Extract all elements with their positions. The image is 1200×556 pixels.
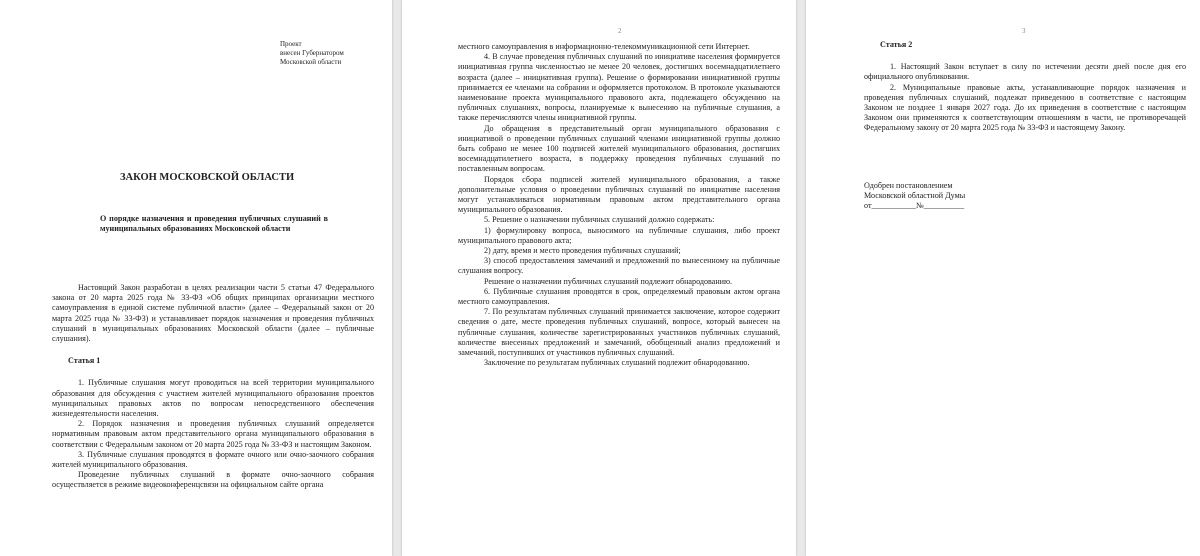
stamp-line: Проект	[280, 40, 302, 48]
paragraph: До обращения в представительный орган муниципального образования с инициативой о проведении публичных слушаний членами инициативной группы должно быть собрано не менее 100 подписей жителей муниципального образования, достигших восемнадцатилетнего возраста, в поддержку проведения публичных слушаний по поставленным вопросам.	[458, 123, 780, 174]
article-1-heading: Статья 1	[68, 356, 101, 366]
page-1-body	[52, 283, 374, 491]
paragraph: Решение о назначении публичных слушаний подлежит обнародованию.	[484, 276, 733, 286]
paragraph: 3. Публичные слушания проводятся в формате очного или очно-заочного собрания жителей муниципального образования.	[52, 449, 374, 470]
law-subtitle: О порядке назначения и проведения публичных слушаний в муниципальных образованиях Московской области	[100, 214, 328, 234]
approval-block	[864, 181, 965, 212]
paragraph: 6. Публичные слушания проводятся в срок, определяемый правовым актом органа местного самоуправления.	[458, 286, 780, 307]
approval-line: Одобрен постановлением	[864, 181, 953, 190]
paragraph: 2. Порядок назначения и проведения публичных слушаний определяется нормативным правовым актом представительного органа муниципального образования в соответствии с Федеральным законом от 20 марта 2025 года № 33-ФЗ и настоящим Законом.	[52, 419, 374, 449]
page-number: 2	[618, 27, 622, 35]
paragraph: 2. Муниципальные правовые акты, устанавливающие порядок назначения и проведения публичных слушаний, подлежат приведению в соответствие с настоящим Законом не позднее 1 января 2027 года. До их приведения в соответствие с настоящим Законом они применяются к соответствующим отношениям в части, не противоречащей Федеральному закону от 20 марта 2025 года № 33-ФЗ и настоящему Закону.	[864, 82, 1186, 133]
page-3-body	[864, 30, 1186, 134]
stamp-line: внесен Губернатором	[280, 49, 344, 57]
paragraph: Проведение публичных слушаний в формате очно-заочного собрания осуществляется в режиме видеоконференцсвязи на официальном сайте органа	[52, 470, 374, 490]
document-page-2	[402, 0, 796, 556]
submission-stamp	[280, 40, 344, 67]
paragraph: 7. По результатам публичных слушаний принимается заключение, которое содержит сведения о дате, месте проведения публичных слушаний, вопросе, который вынесен на публичные слушания, количестве зарегистрированных участников публичных слушаний, количестве внесенных предложений и замечаний, обобщенный анализ предложений и замечаний, поступивших от участников публичных слушаний.	[458, 307, 780, 358]
preamble-paragraph: Настоящий Закон разработан в целях реализации части 5 статьи 47 Федерального закона от 20 марта 2025 года № 33-ФЗ «Об общих принципах организации местного самоуправления в единой системе публичной власти» (далее – Федеральный закон от 20 марта 2025 года № 33-ФЗ) и устанавливает порядок назначения и проведения публичных слушаний в муниципальных образованиях Московской области (далее – публичные слушания).	[52, 283, 374, 344]
paragraph: 1. Настоящий Закон вступает в силу по истечении десяти дней после дня его официального опубликования.	[864, 62, 1186, 82]
law-title: ЗАКОН МОСКОВСКОЙ ОБЛАСТИ	[120, 172, 295, 183]
approval-line: Московской областной Думы	[864, 191, 966, 201]
page-number: 3	[1022, 27, 1026, 35]
paragraph: 4. В случае проведения публичных слушаний по инициативе населения формируется инициативная группа численностью не менее 20 человек, достигших восемнадцатилетнего возраста (далее – инициативная группа). Решение о формировании инициативной группы принимается ее членами на собрании и оформляется протоколом. В протоколе указываются наименование проекта муниципального правового акта, подлежащего обсуждению на публичных слушаниях, вопросы, планируемые к вынесению на публичные слушания, а также перечисляются члены инициативной группы.	[458, 52, 780, 123]
approval-line: от___________№__________	[864, 201, 965, 211]
paragraph: Порядок сбора подписей жителей муниципального образования, а также дополнительные условия о проведении публичных слушаний по инициативе населения могут устанавливаться нормативным правовым актом представительного органа муниципального образования.	[458, 174, 780, 215]
paragraph: 2) дату, время и место проведения публичных слушаний;	[484, 246, 681, 256]
article-2-heading: Статья 2	[880, 40, 913, 49]
page-2-body	[458, 42, 780, 369]
paragraph: Заключение по результатам публичных слушаний подлежит обнародованию.	[484, 358, 750, 368]
paragraph: 1) формулировку вопроса, выносимого на публичные слушания, либо проект муниципального правового акта;	[458, 225, 780, 245]
paragraph: 5. Решение о назначении публичных слушаний должно содержать:	[484, 215, 715, 225]
paragraph: 3) способ предоставления замечаний и предложений по вынесенному на публичные слушания вопросу.	[458, 256, 780, 276]
paragraph: 1. Публичные слушания могут проводиться на всей территории муниципального образования для обсуждения с участием жителей муниципального образования проектов муниципальных правовых актов по вопросам непосредственного обеспечения жизнедеятельности населения.	[52, 378, 374, 419]
document-page-1	[0, 0, 392, 556]
stamp-line: Московской области	[280, 58, 342, 66]
document-page-3	[806, 0, 1200, 556]
paragraph: местного самоуправления в информационно-телекоммуникационной сети Интернет.	[458, 42, 750, 51]
